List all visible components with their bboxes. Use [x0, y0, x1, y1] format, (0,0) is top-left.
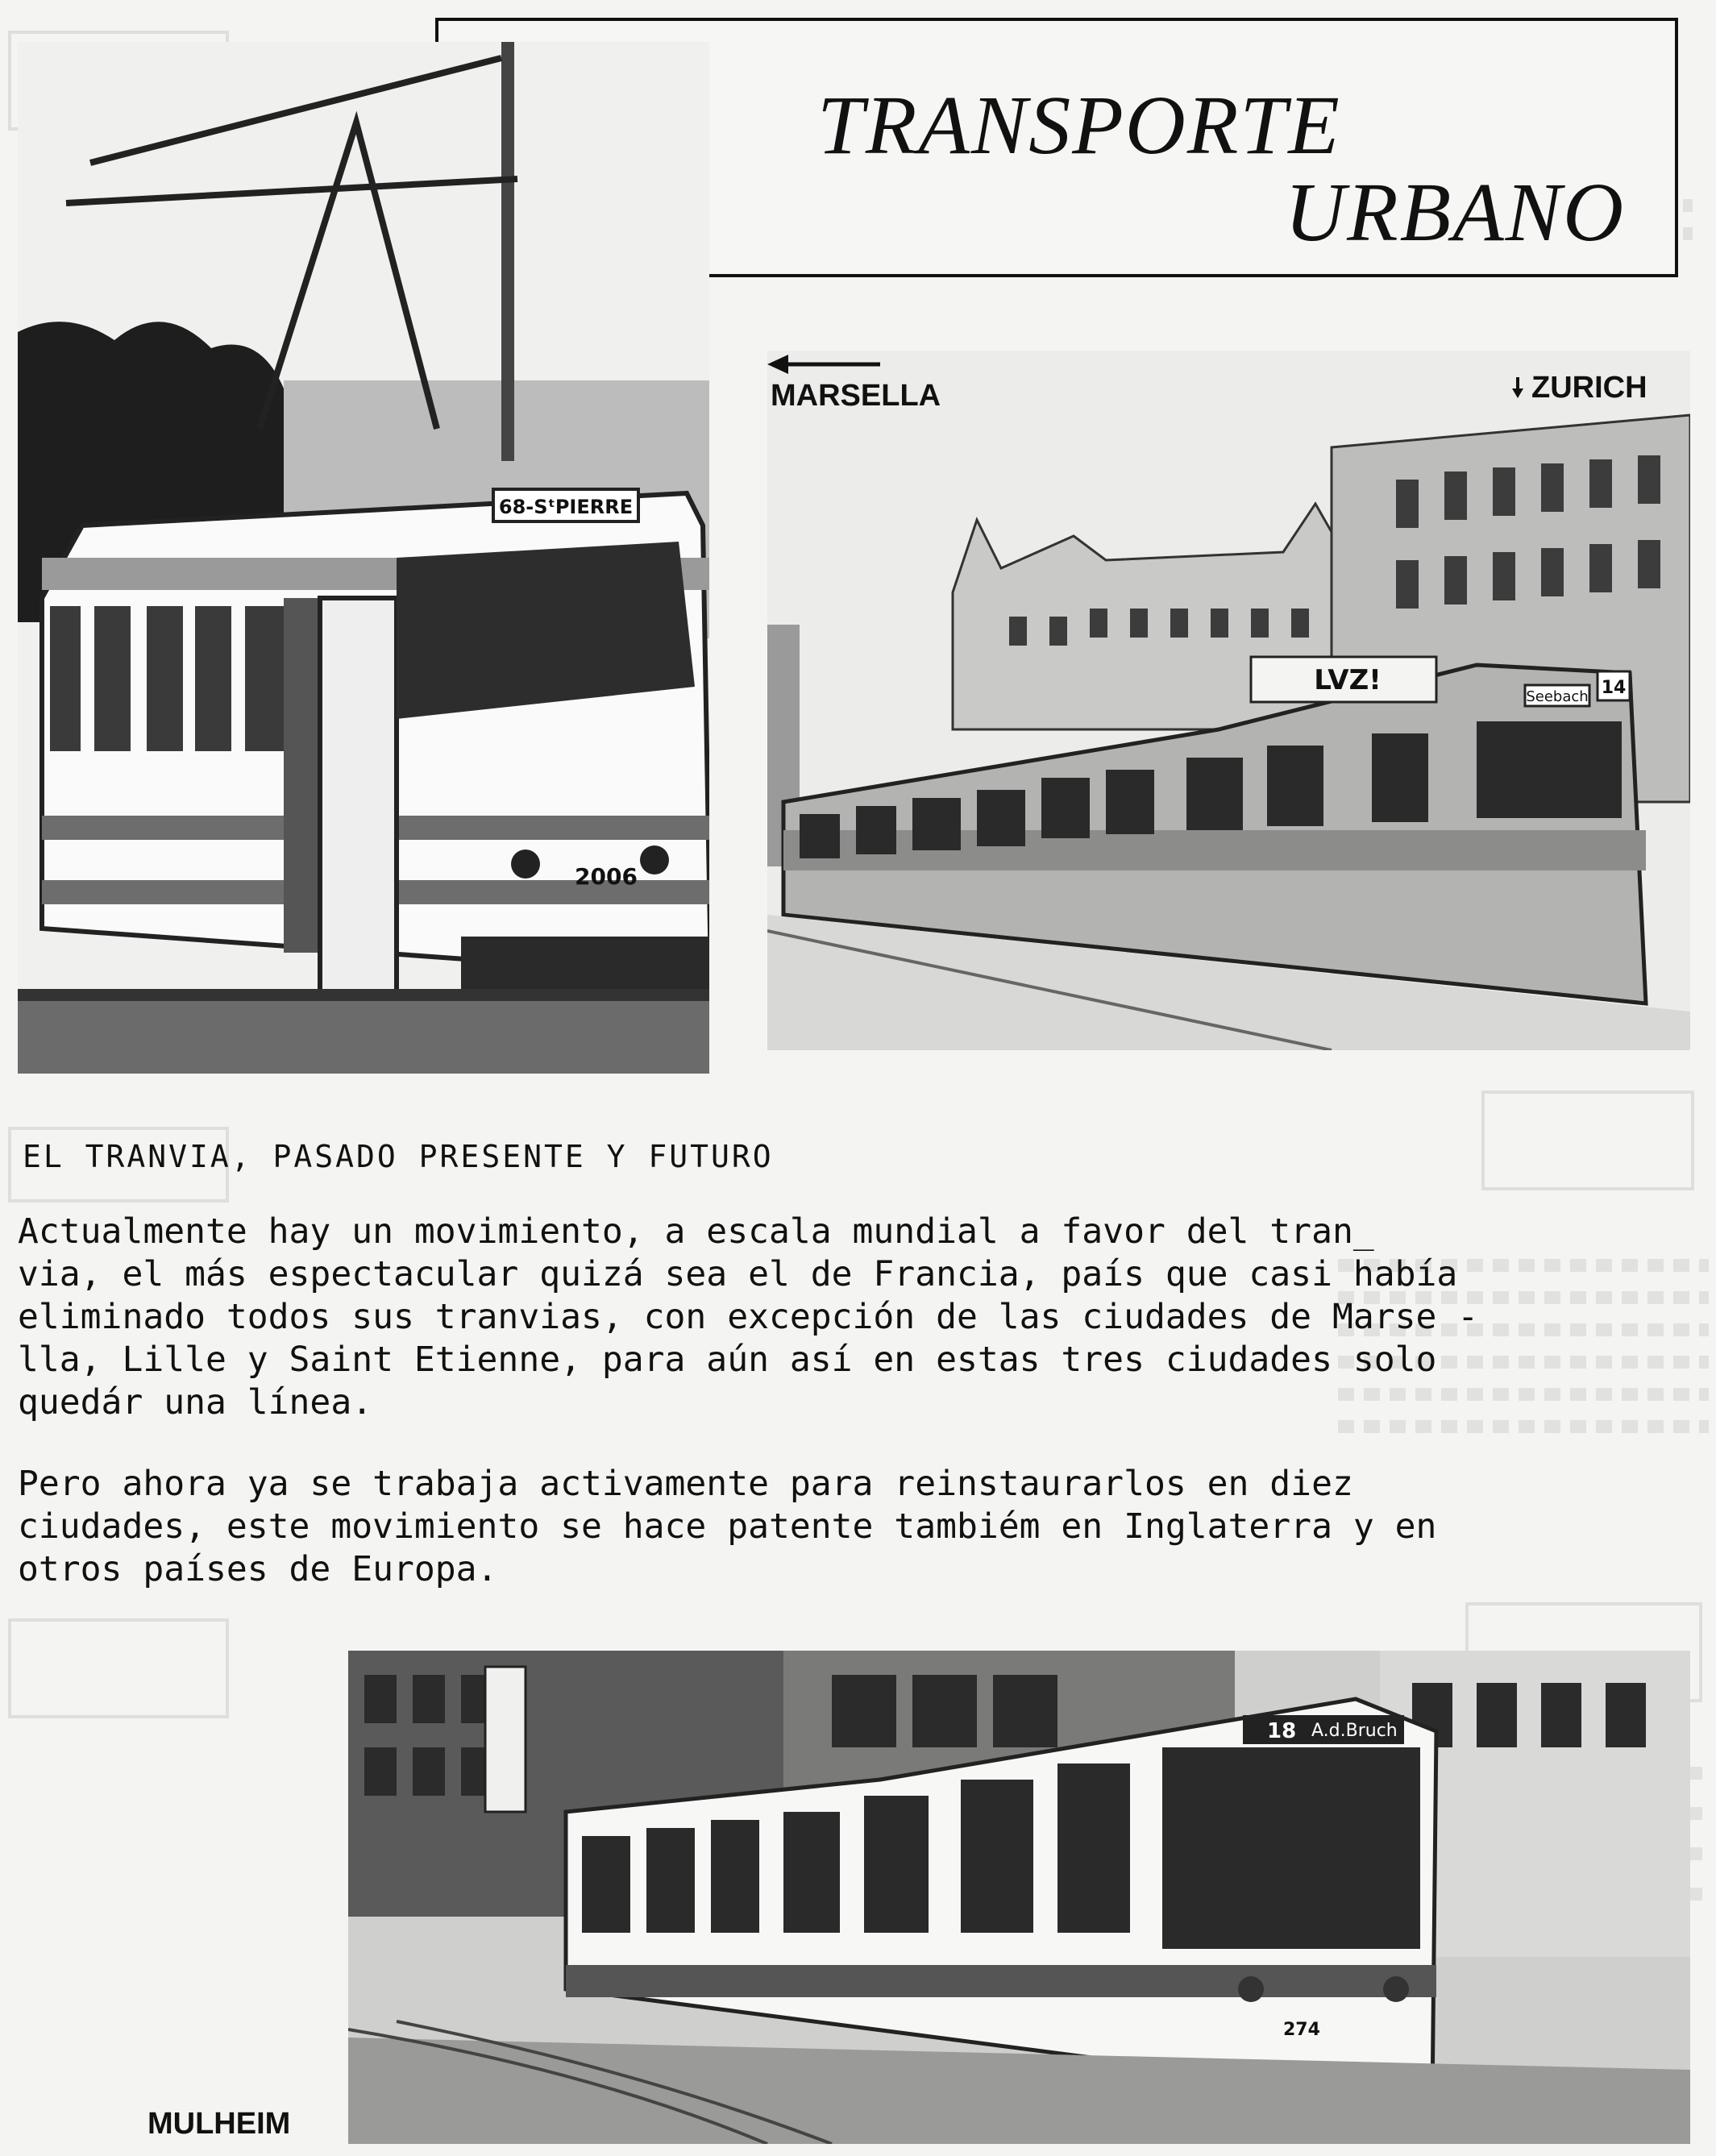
marsella-tram-photo	[18, 42, 709, 1074]
marsella-tram-number: 2006	[575, 863, 638, 890]
article-heading: EL TRANVIA, PASADO PRESENTE Y FUTURO	[23, 1139, 774, 1174]
title-line-2: URBANO	[1285, 166, 1626, 259]
title-line-1: TRANSPORTE	[817, 79, 1341, 172]
article-paragraph-1: Actualmente hay un movimiento, a escala mundial a favor del tran̲ via, el más espectacular quizá sea el de Francia, país que casi había eliminado todos sus tranvias, con excepción de las ciudades de Marse - lla, Lille y Saint Etienne, para aún así en estas tres ciudades solo quedár una línea.	[18, 1211, 1479, 1423]
caption-zurich-text: ZURICH	[1531, 371, 1647, 405]
article-paragraph-2: Pero ahora ya se trabaja activamente para reinstaurarlos en diez ciudades, este movimiento se hace patente tambiém en Inglaterra y en otros países de Europa.	[18, 1464, 1437, 1589]
down-arrow-icon	[1512, 377, 1523, 398]
caption-marsella	[771, 379, 941, 413]
zurich-tram-photo	[767, 351, 1690, 1050]
marsella-destination-sign: 68-SᵗPIERRE	[498, 496, 634, 518]
mulheim-tram-photo	[348, 1651, 1690, 2144]
caption-zurich	[1531, 371, 1647, 405]
mulheim-destination-sign: A.d.Bruch	[1311, 1721, 1398, 1741]
caption-marsella-text: MARSELLA	[771, 379, 941, 413]
mulheim-route-number: 18	[1267, 1719, 1297, 1743]
left-arrow-icon	[767, 355, 880, 374]
zurich-destination-sign: Seebach	[1526, 688, 1589, 705]
zurich-roof-advert: LVZ!	[1314, 664, 1382, 696]
mulheim-tram-number: 274	[1283, 2020, 1320, 2040]
caption-mulheim: MULHEIM	[148, 2107, 291, 2141]
zurich-route-number: 14	[1601, 678, 1627, 698]
